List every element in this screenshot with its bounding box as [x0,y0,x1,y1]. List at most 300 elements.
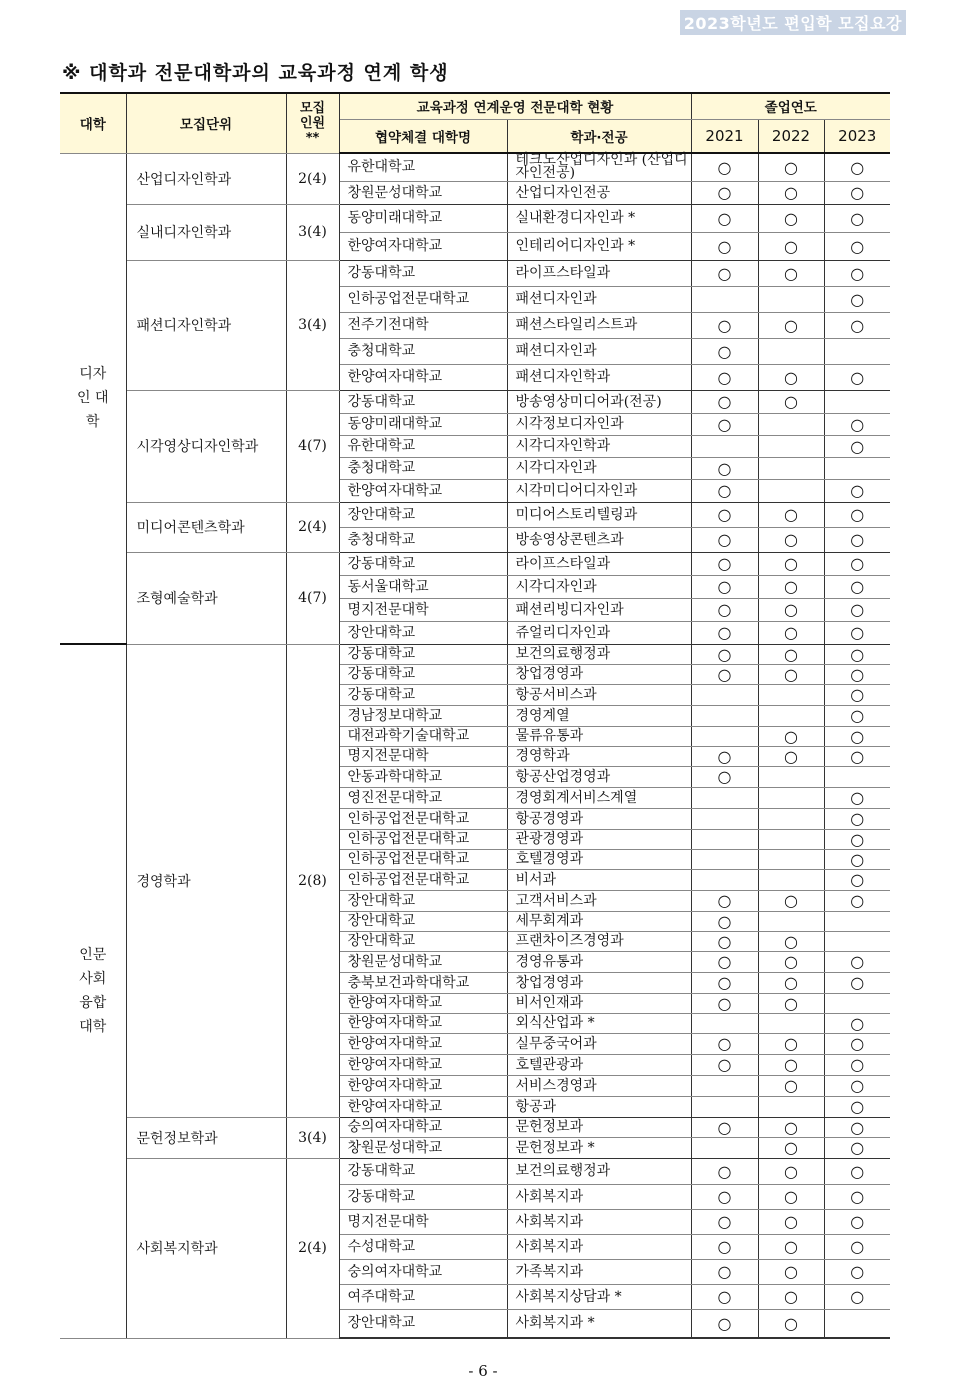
partner-university: 명지전문대학 [339,598,507,621]
partner-university: 강동대학교 [339,684,507,705]
grad-mark-2022 [758,435,824,457]
department: 경영학과 [507,746,691,766]
unit-count: 3(4) [286,1117,339,1158]
department: 미디어스토리텔링과 [507,502,691,527]
partner-university: 수성대학교 [339,1234,507,1259]
grad-mark-2023: ○ [824,1013,890,1033]
header-count [286,93,339,153]
grad-mark-2021: ○ [691,181,758,204]
grad-mark-2023: ○ [824,1184,890,1209]
grad-mark-2022: ○ [758,972,824,993]
grad-mark-2021: ○ [691,390,758,413]
grad-mark-2023: ○ [824,1158,890,1184]
table-row [60,153,890,181]
grad-mark-2021: ○ [691,993,758,1013]
unit-count: 2(4) [286,153,339,204]
partner-university: 유한대학교 [339,153,507,181]
unit-count: 2(4) [286,1158,339,1338]
grad-mark-2023: ○ [824,204,890,232]
header-partner: 협약체결 대학명 [339,119,507,153]
grad-mark-2022 [758,808,824,829]
grad-mark-2023 [824,457,890,479]
grad-mark-2023: ○ [824,621,890,644]
grad-mark-2021: ○ [691,527,758,552]
grad-mark-2022: ○ [758,204,824,232]
partner-university: 인하공업전문대학교 [339,829,507,849]
grad-mark-2023: ○ [824,153,890,181]
grad-mark-2022: ○ [758,1158,824,1184]
grad-mark-2021: ○ [691,232,758,260]
unit-name: 조형예술학과 [126,552,286,644]
partner-university: 경남정보대학교 [339,705,507,726]
grad-mark-2022: ○ [758,726,824,746]
partner-university: 명지전문대학 [339,1209,507,1234]
grad-mark-2023: ○ [824,364,890,390]
department: 산업디자인전공 [507,181,691,204]
department: 문헌정보과 * [507,1137,691,1158]
partner-university: 인하공업전문대학교 [339,286,507,312]
grad-mark-2023: ○ [824,829,890,849]
partner-university: 충청대학교 [339,457,507,479]
grad-mark-2021: ○ [691,951,758,972]
partner-university: 동서울대학교 [339,575,507,598]
partner-university: 한양여자대학교 [339,364,507,390]
unit-name: 실내디자인학과 [126,204,286,260]
header-year-2023: 2023 [824,119,890,153]
department: 비서과 [507,869,691,890]
grad-mark-2023: ○ [824,1234,890,1259]
department: 실내환경디자인과 * [507,204,691,232]
grad-mark-2021: ○ [691,479,758,502]
department: 라이프스타일과 [507,552,691,575]
unit-name: 시각영상디자인학과 [126,390,286,502]
header-count-text: 모집 인원 ** [299,100,326,146]
partner-university: 강동대학교 [339,552,507,575]
department: 실무중국어과 [507,1033,691,1054]
table-row [60,644,890,664]
partner-university: 장안대학교 [339,621,507,644]
grad-mark-2022: ○ [758,993,824,1013]
grad-mark-2023: ○ [824,312,890,338]
partner-university: 강동대학교 [339,260,507,286]
department: 사회복지과 [507,1234,691,1259]
grad-mark-2021 [691,1137,758,1158]
grad-mark-2021: ○ [691,1054,758,1075]
partner-university: 여주대학교 [339,1284,507,1309]
partner-university: 장안대학교 [339,931,507,951]
grad-mark-2021: ○ [691,664,758,684]
partner-university: 숭의여자대학교 [339,1117,507,1137]
grad-mark-2021 [691,849,758,869]
grad-mark-2022 [758,869,824,890]
partner-university: 창원문성대학교 [339,181,507,204]
partner-university: 한양여자대학교 [339,479,507,502]
department: 사회복지상담과 * [507,1284,691,1309]
unit-count: 4(7) [286,390,339,502]
partner-university: 대전과학기술대학교 [339,726,507,746]
department: 쥬얼리디자인과 [507,621,691,644]
grad-mark-2023 [824,911,890,931]
grad-mark-2022: ○ [758,575,824,598]
grad-mark-2022: ○ [758,664,824,684]
department: 항공과 [507,1096,691,1117]
partner-university: 영진전문대학교 [339,787,507,808]
grad-mark-2021: ○ [691,260,758,286]
department: 창업경영과 [507,664,691,684]
table-row [60,502,890,527]
grad-mark-2022: ○ [758,644,824,664]
grad-mark-2022: ○ [758,1117,824,1137]
grad-mark-2023 [824,1309,890,1338]
grad-mark-2023: ○ [824,1117,890,1137]
grad-mark-2022 [758,705,824,726]
grad-mark-2023: ○ [824,890,890,911]
department: 사회복지과 * [507,1309,691,1338]
grad-mark-2021: ○ [691,1284,758,1309]
partner-university: 인하공업전문대학교 [339,849,507,869]
grad-mark-2023: ○ [824,1259,890,1284]
partner-university: 장안대학교 [339,502,507,527]
grad-mark-2021: ○ [691,766,758,787]
department: 항공경영과 [507,808,691,829]
grad-mark-2023: ○ [824,808,890,829]
unit-count: 3(4) [286,260,339,390]
grad-mark-2022 [758,787,824,808]
department: 경영회계서비스계열 [507,787,691,808]
partner-university: 충청대학교 [339,338,507,364]
unit-name: 사회복지학과 [126,1158,286,1338]
grad-mark-2023: ○ [824,746,890,766]
grad-mark-2022: ○ [758,232,824,260]
grad-mark-2023: ○ [824,1137,890,1158]
header-unit: 모집단위 [126,93,286,153]
partner-university: 한양여자대학교 [339,1013,507,1033]
grad-mark-2021: ○ [691,746,758,766]
grad-mark-2022 [758,457,824,479]
grad-mark-2023: ○ [824,286,890,312]
department: 프랜차이즈경영과 [507,931,691,951]
grad-mark-2021 [691,684,758,705]
grad-mark-2022: ○ [758,1284,824,1309]
page-number: - 6 - [468,1362,498,1380]
grad-mark-2023: ○ [824,705,890,726]
partner-university: 창원문성대학교 [339,951,507,972]
partner-university: 강동대학교 [339,1184,507,1209]
department: 경영유통과 [507,951,691,972]
partner-university: 충청대학교 [339,527,507,552]
department: 관광경영과 [507,829,691,849]
department: 호텔경영과 [507,849,691,869]
department: 사회복지과 [507,1209,691,1234]
unit-count: 2(4) [286,502,339,552]
grad-mark-2022: ○ [758,931,824,951]
grad-mark-2022 [758,766,824,787]
grad-mark-2022: ○ [758,621,824,644]
grad-mark-2021: ○ [691,457,758,479]
partner-university: 충북보건과학대학교 [339,972,507,993]
grad-mark-2022: ○ [758,1075,824,1096]
partner-university: 창원문성대학교 [339,1137,507,1158]
grad-mark-2023: ○ [824,552,890,575]
grad-mark-2023: ○ [824,869,890,890]
department: 외식산업과 * [507,1013,691,1033]
department: 라이프스타일과 [507,260,691,286]
table-row [60,204,890,232]
table-row [60,552,890,575]
grad-mark-2023: ○ [824,527,890,552]
grad-mark-2022: ○ [758,390,824,413]
grad-mark-2022 [758,286,824,312]
partner-university: 한양여자대학교 [339,1054,507,1075]
grad-mark-2022: ○ [758,1259,824,1284]
department: 테크노산업디자인과 (산업디자인전공) [507,153,691,181]
grad-mark-2022 [758,479,824,502]
department: 보건의료행정과 [507,644,691,664]
grad-mark-2021: ○ [691,644,758,664]
grad-mark-2023: ○ [824,1209,890,1234]
partner-university: 동양미래대학교 [339,413,507,435]
partner-university: 한양여자대학교 [339,1033,507,1054]
grad-mark-2022: ○ [758,552,824,575]
grad-mark-2022: ○ [758,502,824,527]
grad-mark-2023 [824,931,890,951]
grad-mark-2021 [691,787,758,808]
grad-mark-2021: ○ [691,552,758,575]
department: 패션디자인학과 [507,364,691,390]
unit-name: 경영학과 [126,644,286,1117]
grad-mark-2022: ○ [758,890,824,911]
grad-mark-2022: ○ [758,260,824,286]
grad-mark-2021: ○ [691,1309,758,1338]
grad-mark-2023: ○ [824,232,890,260]
department: 방송영상콘텐츠과 [507,527,691,552]
partner-university: 한양여자대학교 [339,1096,507,1117]
grad-mark-2021: ○ [691,502,758,527]
grad-mark-2023: ○ [824,1075,890,1096]
grad-mark-2023: ○ [824,502,890,527]
table-row [60,390,890,413]
department: 시각미디어디자인과 [507,479,691,502]
grad-mark-2021: ○ [691,621,758,644]
grad-mark-2021 [691,726,758,746]
grad-mark-2021 [691,705,758,726]
department: 물류유통과 [507,726,691,746]
grad-mark-2022 [758,829,824,849]
college-cell [60,644,126,1338]
department: 창업경영과 [507,972,691,993]
department: 보건의료행정과 [507,1158,691,1184]
grad-mark-2021 [691,1075,758,1096]
department: 세무회계과 [507,911,691,931]
grad-mark-2023: ○ [824,664,890,684]
header-grad-year: 졸업연도 [691,93,890,119]
document-header-tag: 2023학년도 편입학 모집요강 [680,10,906,35]
grad-mark-2021: ○ [691,1209,758,1234]
grad-mark-2022: ○ [758,312,824,338]
grad-mark-2023: ○ [824,644,890,664]
grad-mark-2022: ○ [758,364,824,390]
unit-count: 2(8) [286,644,339,1117]
grad-mark-2023: ○ [824,1096,890,1117]
program-table [60,92,890,1339]
section-title: ※ 대학과 전문대학과의 교육과정 연계 학생 [62,62,449,84]
grad-mark-2023: ○ [824,849,890,869]
college-name: 인문 사회 융합 대학 [79,947,107,1036]
grad-mark-2022 [758,338,824,364]
grad-mark-2022 [758,849,824,869]
grad-mark-2023: ○ [824,972,890,993]
grad-mark-2023: ○ [824,726,890,746]
grad-mark-2023 [824,390,890,413]
grad-mark-2023: ○ [824,1033,890,1054]
table-row [60,260,890,286]
department: 패션스타일리스트과 [507,312,691,338]
grad-mark-2022: ○ [758,527,824,552]
grad-mark-2021: ○ [691,972,758,993]
grad-mark-2022: ○ [758,746,824,766]
partner-university: 한양여자대학교 [339,993,507,1013]
department: 항공산업경영과 [507,766,691,787]
department: 서비스경영과 [507,1075,691,1096]
unit-name: 산업디자인학과 [126,153,286,204]
grad-mark-2023: ○ [824,1054,890,1075]
grad-mark-2023 [824,993,890,1013]
department: 사회복지과 [507,1184,691,1209]
unit-name: 미디어콘텐츠학과 [126,502,286,552]
grad-mark-2022: ○ [758,951,824,972]
grad-mark-2021: ○ [691,312,758,338]
grad-mark-2023 [824,338,890,364]
department: 항공서비스과 [507,684,691,705]
grad-mark-2021: ○ [691,204,758,232]
partner-university: 강동대학교 [339,390,507,413]
partner-university: 한양여자대학교 [339,1075,507,1096]
header-program: 교육과정 연계운영 전문대학 현황 [339,93,691,119]
grad-mark-2021 [691,1096,758,1117]
grad-mark-2022: ○ [758,181,824,204]
grad-mark-2021 [691,435,758,457]
unit-name: 패션디자인학과 [126,260,286,390]
partner-university: 안동과학대학교 [339,766,507,787]
partner-university: 숭의여자대학교 [339,1259,507,1284]
header-college: 대학 [60,93,126,153]
header-year-2021: 2021 [691,119,758,153]
grad-mark-2021 [691,286,758,312]
grad-mark-2021: ○ [691,911,758,931]
grad-mark-2022: ○ [758,1234,824,1259]
grad-mark-2023: ○ [824,181,890,204]
grad-mark-2022 [758,684,824,705]
grad-mark-2021: ○ [691,890,758,911]
grad-mark-2021: ○ [691,575,758,598]
partner-university: 한양여자대학교 [339,232,507,260]
grad-mark-2023: ○ [824,435,890,457]
program-table-body [60,153,890,1338]
department: 방송영상미디어과(전공) [507,390,691,413]
grad-mark-2023 [824,766,890,787]
department: 시각디자인과 [507,575,691,598]
department: 패션리빙디자인과 [507,598,691,621]
grad-mark-2021: ○ [691,1158,758,1184]
grad-mark-2023: ○ [824,1284,890,1309]
grad-mark-2022: ○ [758,1137,824,1158]
grad-mark-2021: ○ [691,153,758,181]
grad-mark-2023: ○ [824,787,890,808]
unit-count: 3(4) [286,204,339,260]
grad-mark-2021: ○ [691,1184,758,1209]
grad-mark-2022 [758,911,824,931]
partner-university: 강동대학교 [339,664,507,684]
grad-mark-2022: ○ [758,153,824,181]
department: 가족복지과 [507,1259,691,1284]
grad-mark-2021: ○ [691,338,758,364]
college-name: 디자인 대학 [77,366,109,431]
grad-mark-2022 [758,1013,824,1033]
department: 시각디자인학과 [507,435,691,457]
grad-mark-2022 [758,1096,824,1117]
department: 패션디자인과 [507,338,691,364]
table-row [60,1117,890,1137]
partner-university: 인하공업전문대학교 [339,869,507,890]
grad-mark-2021: ○ [691,931,758,951]
grad-mark-2021: ○ [691,413,758,435]
department: 비서인재과 [507,993,691,1013]
grad-mark-2021: ○ [691,598,758,621]
partner-university: 동양미래대학교 [339,204,507,232]
grad-mark-2021 [691,808,758,829]
department: 문헌정보과 [507,1117,691,1137]
grad-mark-2022 [758,413,824,435]
header-dept: 학과·전공 [507,119,691,153]
partner-university: 강동대학교 [339,1158,507,1184]
grad-mark-2023: ○ [824,260,890,286]
grad-mark-2022: ○ [758,1033,824,1054]
partner-university: 장안대학교 [339,1309,507,1338]
grad-mark-2021: ○ [691,1117,758,1137]
table-row [60,1158,890,1184]
grad-mark-2023: ○ [824,684,890,705]
grad-mark-2022: ○ [758,1309,824,1338]
partner-university: 장안대학교 [339,890,507,911]
college-cell [60,153,126,644]
partner-university: 유한대학교 [339,435,507,457]
partner-university: 장안대학교 [339,911,507,931]
grad-mark-2021 [691,869,758,890]
grad-mark-2023: ○ [824,598,890,621]
grad-mark-2022: ○ [758,1184,824,1209]
partner-university: 명지전문대학 [339,746,507,766]
partner-university: 전주기전대학 [339,312,507,338]
department: 인테리어디자인과 * [507,232,691,260]
department: 시각정보디자인과 [507,413,691,435]
grad-mark-2021: ○ [691,1033,758,1054]
department: 경영계열 [507,705,691,726]
department: 패션디자인과 [507,286,691,312]
grad-mark-2023: ○ [824,575,890,598]
grad-mark-2023: ○ [824,413,890,435]
grad-mark-2021 [691,1013,758,1033]
header-year-2022: 2022 [758,119,824,153]
grad-mark-2023: ○ [824,951,890,972]
grad-mark-2023: ○ [824,479,890,502]
grad-mark-2022: ○ [758,598,824,621]
grad-mark-2021: ○ [691,1234,758,1259]
partner-university: 강동대학교 [339,644,507,664]
grad-mark-2021: ○ [691,1259,758,1284]
grad-mark-2021: ○ [691,364,758,390]
unit-name: 문헌정보학과 [126,1117,286,1158]
department: 시각디자인과 [507,457,691,479]
